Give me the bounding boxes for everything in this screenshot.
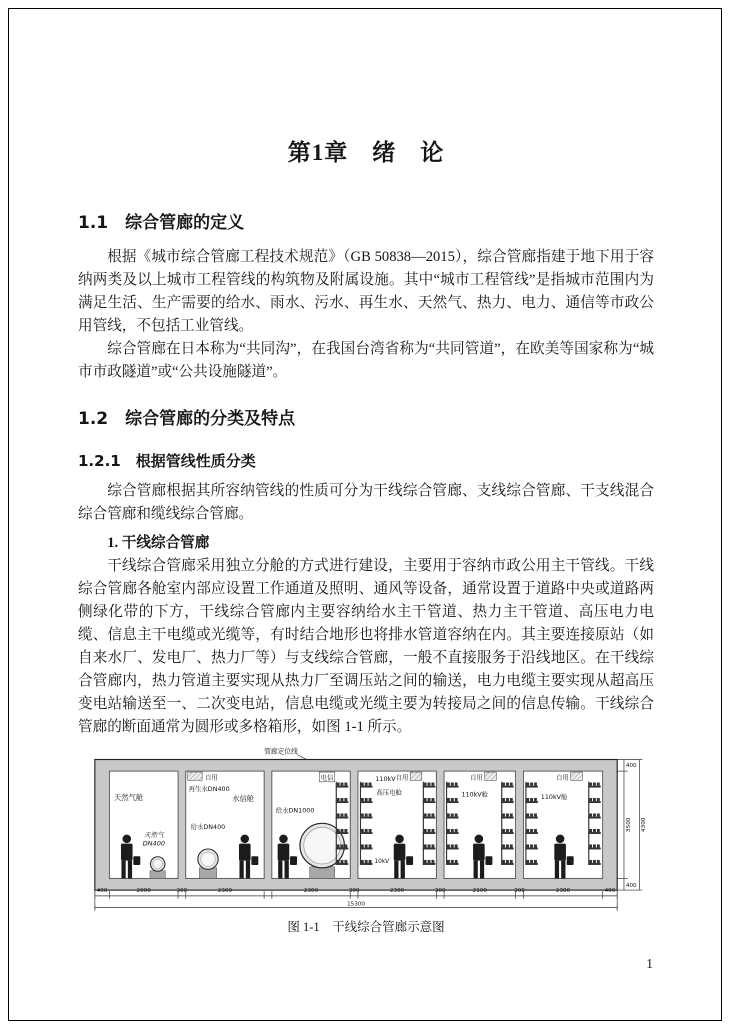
dim-value: 300: [434, 887, 446, 894]
dim-total: 4300: [641, 817, 648, 832]
dim-value: 2100: [472, 887, 487, 894]
reserved-box-icon: [485, 772, 497, 780]
label-reserved: 自用: [395, 773, 409, 781]
dim-value: 3500: [625, 817, 632, 832]
section-1-1-paragraph-2: 综合管廊在日本称为“共同沟”，在我国台湾省称为“共同管道”，在欧美等国家称为“城市市政隧道”或“公共设施隧道”。: [78, 340, 654, 380]
reserved-box-icon: [410, 772, 422, 780]
dim-value: 2300: [217, 887, 233, 894]
dim-value: 400: [96, 887, 108, 894]
label-gas-pipe-name: 天然气: [144, 830, 164, 839]
reserved-box-icon: [571, 772, 583, 780]
dim-value: 2300: [303, 887, 319, 894]
label-gas-pipe-dn: DN400: [142, 839, 166, 848]
label-hv-cabin: 高压电舱: [376, 787, 402, 796]
label-water-info-cabin: 水信舱: [232, 793, 254, 803]
label-recycled-water: 再生水DN400: [188, 784, 230, 793]
section-1-2-1-heading: 1.2.1 根据管线性质分类: [78, 452, 256, 471]
dim-value: 400: [625, 882, 637, 889]
label-110kv: 110kV: [375, 774, 396, 783]
section-1-2-1-paragraph: 综合管廊根据其所容纳管线的性质可分为干线综合管廊、支线综合管廊、干支线混合综合管廊和缆线综合管廊。: [78, 482, 654, 522]
label-water-dn1000: 给水DN1000: [275, 806, 315, 815]
item-1-title: 1. 干线综合管廊: [107, 534, 210, 551]
label-water-dn400: 给水DN400: [190, 822, 226, 831]
figure-1-1: [78, 745, 654, 913]
water-pipe-dn400-icon: [198, 849, 218, 879]
section-1-1-paragraph-1: 根据《城市综合管廊工程技术规范》（GB 50838—2015），综合管廊指建于地下用于容纳两类及以上城市工程管线的构筑物及附属设施。其中“城市工程管线”是指城市范围内为满足生活、生产需要的给水、雨水、污水、再生水、天然气、热力、电力、通信等市政公用管线，不包括工业管线。: [78, 248, 654, 334]
label-gas-cabin: 天然气舱: [114, 792, 144, 802]
tunnel-structure: [95, 759, 617, 890]
section-1-2-heading: 1.2 综合管廊的分类及特点: [78, 408, 296, 429]
figure-1-1-diagram: [90, 745, 653, 913]
label-110kv-cabin: 110kV舱: [461, 789, 489, 798]
label-10kv: 10kV: [374, 858, 390, 865]
label-telecom: 电信: [320, 773, 334, 781]
dim-value: 300: [514, 887, 525, 894]
label-positioning-line: 管廊定位线: [264, 747, 298, 756]
gas-pipe-icon: [150, 856, 165, 878]
right-dimension-values: [626, 763, 647, 889]
dim-value: 2300: [555, 887, 571, 894]
dim-value: 400: [625, 762, 637, 769]
page-content: [78, 0, 654, 935]
dim-value: 300: [348, 887, 360, 894]
dim-value: 300: [176, 887, 188, 894]
page-number: 1: [646, 956, 653, 971]
chapter-title: 第1章 绪 论: [287, 140, 445, 165]
label-reserved: 自用: [470, 773, 483, 781]
dim-value: 400: [604, 887, 616, 894]
dim-value: 2000: [136, 887, 151, 894]
bottom-dimension-values: [97, 888, 616, 908]
leader-line: [298, 755, 307, 759]
label-reserved: 自用: [556, 773, 569, 781]
dim-value: 2300: [389, 887, 405, 894]
section-1-1-heading: 1.1 综合管廊的定义: [78, 212, 245, 233]
label-110kv-cabin: 110kV舱: [540, 792, 568, 801]
dim-total: 15300: [347, 901, 365, 908]
reserved-box-icon: [188, 772, 203, 780]
item-1-body: 干线综合管廊采用独立分舱的方式进行建设，主要用于容纳市政公用主干管线。干线综合管廊各舱室内部应设置工作通道及照明、通风等设备，通常设置于道路中央或道路两侧绿化带的下方，干线综合管廊内主要容纳给水主干管道、热力主干管道、高压电力电缆、信息主干电缆或光缆等，有时结合地形也将排水管道容纳在内。其主要连接原站（如自来水厂、发电厂、热力厂等）与支线综合管廊，一般不直接服务于沿线地区。在干线综合管廊内，热力管道主要实现从热力厂至调压站之间的输送，电力电缆主要实现从超高压变电站输送至一、二次变电站，信息电缆或光缆主要为转接局之间的信息传输。干线综合管廊的断面通常为圆形或多格箱形，如图 1-1 所示。: [78, 557, 654, 735]
label-reserved: 自用: [205, 773, 218, 781]
figure-1-1-caption: 图 1-1 干线综合管廊示意图: [287, 919, 445, 934]
